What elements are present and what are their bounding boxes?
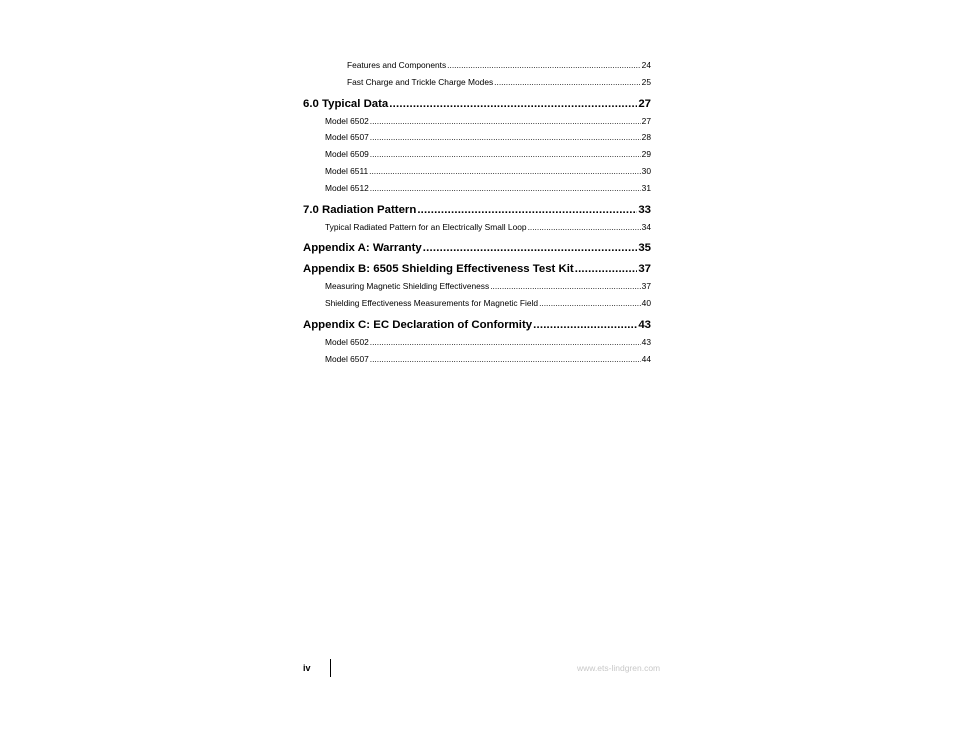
- toc-heading-entry[interactable]: [303, 319, 651, 336]
- toc-heading-entry[interactable]: [303, 242, 651, 259]
- toc-entry[interactable]: [303, 132, 651, 149]
- toc-entry[interactable]: [303, 77, 651, 94]
- toc-entry-title: Features and Components: [347, 60, 447, 70]
- toc-entry-title: Model 6509: [325, 149, 369, 160]
- toc-leader-dots: [370, 183, 641, 193]
- toc-entry[interactable]: [303, 337, 651, 354]
- toc-entry-title: Fast Charge and Trickle Charge Modes: [347, 76, 494, 87]
- toc-entry[interactable]: [303, 60, 651, 77]
- toc-leader-dots: [533, 319, 637, 331]
- toc-leader-dots: [575, 263, 638, 275]
- toc-entry-page: 40: [641, 298, 651, 309]
- toc-entry-page: 28: [641, 132, 651, 143]
- toc-entry-title: 7.0 Radiation Pattern: [303, 203, 417, 216]
- toc-entry-title: Model 6511: [325, 165, 369, 176]
- toc-entry-page: 30: [641, 165, 651, 176]
- toc-entry-page: 34: [641, 221, 651, 232]
- toc-leader-dots: [370, 116, 641, 126]
- toc-heading-entry[interactable]: [303, 204, 651, 221]
- toc-entry-page: 43: [638, 318, 651, 331]
- toc-entry-page: 31: [641, 182, 651, 193]
- toc-leader-dots: [423, 242, 638, 254]
- toc-entry-page: 35: [638, 242, 651, 255]
- toc-entry-title: Appendix B: 6505 Shielding Effectiveness Test Kit: [303, 263, 574, 276]
- footer-page-number: iv: [303, 663, 311, 673]
- toc-entry-title: Model 6512: [325, 182, 369, 193]
- toc-entry-title: Model 6507: [325, 353, 369, 364]
- toc-entry[interactable]: [303, 149, 651, 166]
- footer-url: www.ets-lindgren.com: [577, 663, 661, 673]
- toc-leader-dots: [370, 337, 641, 347]
- toc-leader-dots: [490, 281, 640, 291]
- toc-entry-title: Typical Radiated Pattern for an Electrically Small Loop: [325, 221, 527, 232]
- toc-entry-title: Model 6502: [325, 336, 369, 347]
- toc-entry[interactable]: [303, 281, 651, 298]
- toc-entry-page: 37: [641, 281, 651, 292]
- toc-entry[interactable]: [303, 166, 651, 183]
- toc-entry-page: 27: [638, 97, 651, 110]
- toc-leader-dots: [447, 60, 641, 70]
- toc-entry-title: Measuring Magnetic Shielding Effectiveness: [325, 281, 490, 292]
- toc-entry-page: 25: [641, 76, 651, 87]
- toc-entry-title: Shielding Effectiveness Measurements for Magnetic Field: [325, 298, 539, 309]
- toc-entry-title: 6.0 Typical Data: [303, 97, 389, 110]
- toc-leader-dots: [539, 298, 641, 308]
- toc-entry-title: Appendix A: Warranty: [303, 242, 422, 255]
- toc-heading-entry[interactable]: [303, 98, 651, 115]
- toc-entry-page: 27: [641, 115, 651, 126]
- toc-leader-dots: [370, 132, 641, 142]
- toc-entry-title: Model 6507: [325, 132, 369, 143]
- toc-entry-page: 37: [638, 263, 651, 276]
- toc-entry[interactable]: [303, 183, 651, 200]
- toc-entry-page: 43: [641, 336, 651, 347]
- toc-leader-dots: [369, 166, 641, 176]
- toc-entry-page: 33: [638, 203, 651, 216]
- toc-entry[interactable]: [303, 354, 651, 371]
- table-of-contents: [303, 60, 651, 371]
- toc-leader-dots: [389, 98, 637, 110]
- toc-leader-dots: [417, 204, 637, 216]
- footer-divider: [330, 659, 331, 677]
- toc-entry-page: 24: [641, 60, 651, 70]
- toc-entry[interactable]: [303, 116, 651, 133]
- toc-entry-page: 44: [641, 353, 651, 364]
- toc-leader-dots: [494, 77, 641, 87]
- toc-leader-dots: [370, 354, 641, 364]
- toc-entry-title: Appendix C: EC Declaration of Conformity: [303, 318, 533, 331]
- toc-entry[interactable]: [303, 298, 651, 315]
- toc-entry-title: Model 6502: [325, 115, 369, 126]
- toc-entry-page: 29: [641, 149, 651, 160]
- toc-entry[interactable]: [303, 222, 651, 239]
- toc-leader-dots: [370, 149, 641, 159]
- toc-heading-entry[interactable]: [303, 263, 651, 280]
- toc-leader-dots: [528, 222, 641, 232]
